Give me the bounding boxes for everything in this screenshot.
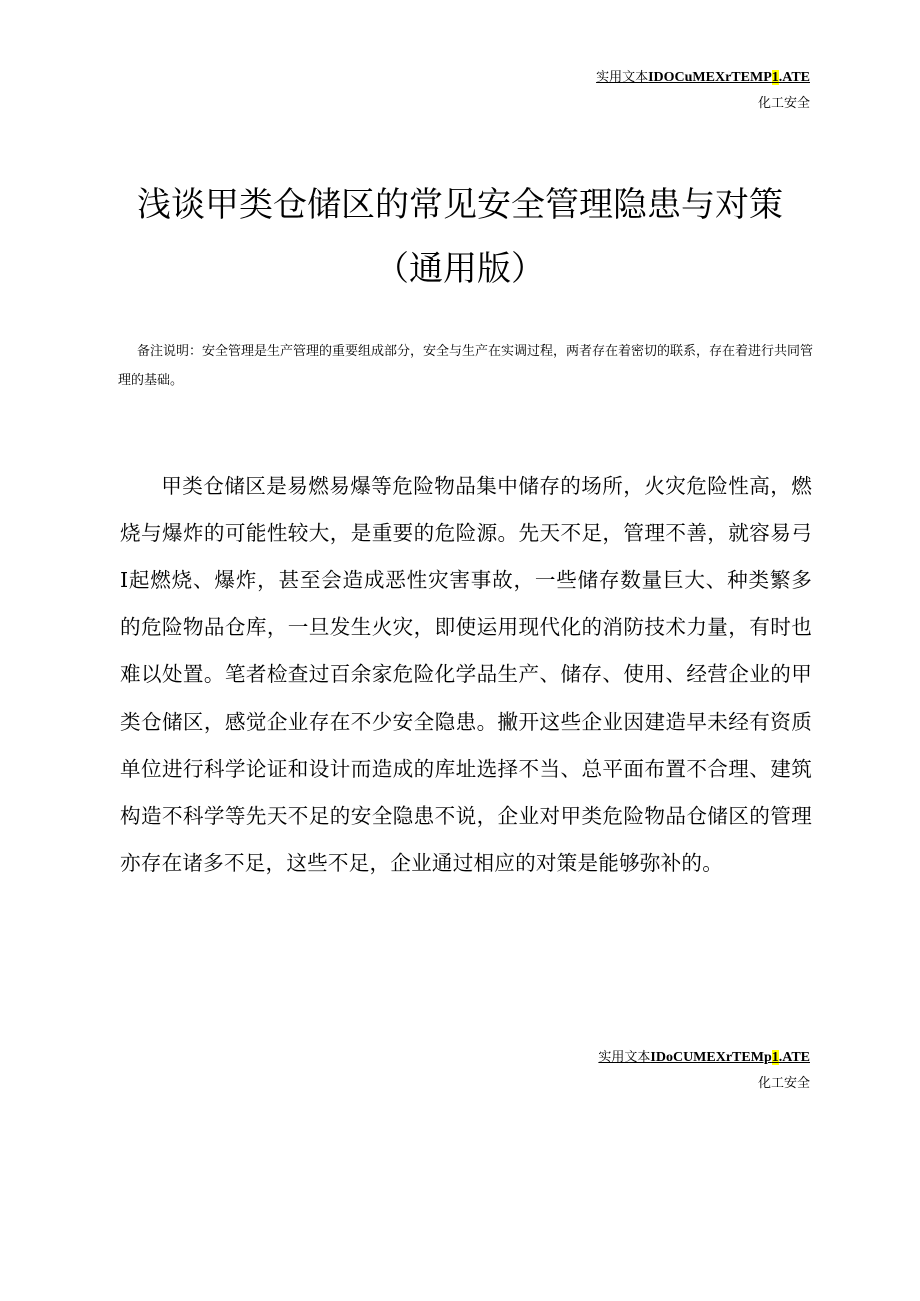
document-title: 浅谈甲类仓储区的常见安全管理隐患与对策（通用版） — [137, 184, 783, 289]
header-doc-tag-prefix: 实用文本 — [596, 70, 649, 85]
footer-doc-tag-prefix: 实用文本 — [598, 1050, 651, 1065]
page-footer — [410, 1048, 810, 1094]
footer-doc-tag-highlight: 1 — [771, 1050, 779, 1065]
footer-doc-tag-suffix: .ATE — [778, 1050, 810, 1065]
header-doc-tag-highlight: 1 — [771, 70, 779, 85]
footer-doc-tag — [410, 1048, 810, 1068]
header-category: 化工安全 — [757, 96, 810, 111]
header-doc-tag-suffix: .ATE — [778, 70, 810, 85]
page-header — [410, 68, 810, 114]
header-doc-tag-main: IDOCuMEXrTEMP — [648, 70, 772, 85]
remark-note: 备注说明：安全管理是生产管理的重要组成部分，安全与生产在实调过程，两者存在着密切的联系，存在着进行共同管理的基础。 — [118, 344, 814, 388]
body-paragraph: 甲类仓储区是易燃易爆等危险物品集中储存的场所，火灾危险性高，燃烧与爆炸的可能性较大，是重要的危险源。先天不足，管理不善，就容易弓I起燃烧、爆炸，甚至会造成恶性灾害事故，一些储存数量巨大、种类繁多的危险物品仓库，一旦发生火灾，即使运用现代化的消防技术力量，有时也难以处置。笔者检查过百余家危险化学品生产、储存、使用、经营企业的甲类仓储区，感觉企业存在不少安全隐患。撇开这些企业因建造早未经有资质单位进行科学论证和设计而造成的库址选择不当、总平面布置不合理、建筑构造不科学等先天不足的安全隐患不说，企业对甲类危险物品仓储区的管理亦存在诸多不足，这些不足，企业通过相应的对策是能够弥补的。 — [120, 473, 812, 876]
footer-category: 化工安全 — [757, 1076, 810, 1091]
header-doc-tag — [410, 68, 810, 88]
footer-doc-tag-main: IDoCUMEXrTEMp — [650, 1050, 772, 1065]
